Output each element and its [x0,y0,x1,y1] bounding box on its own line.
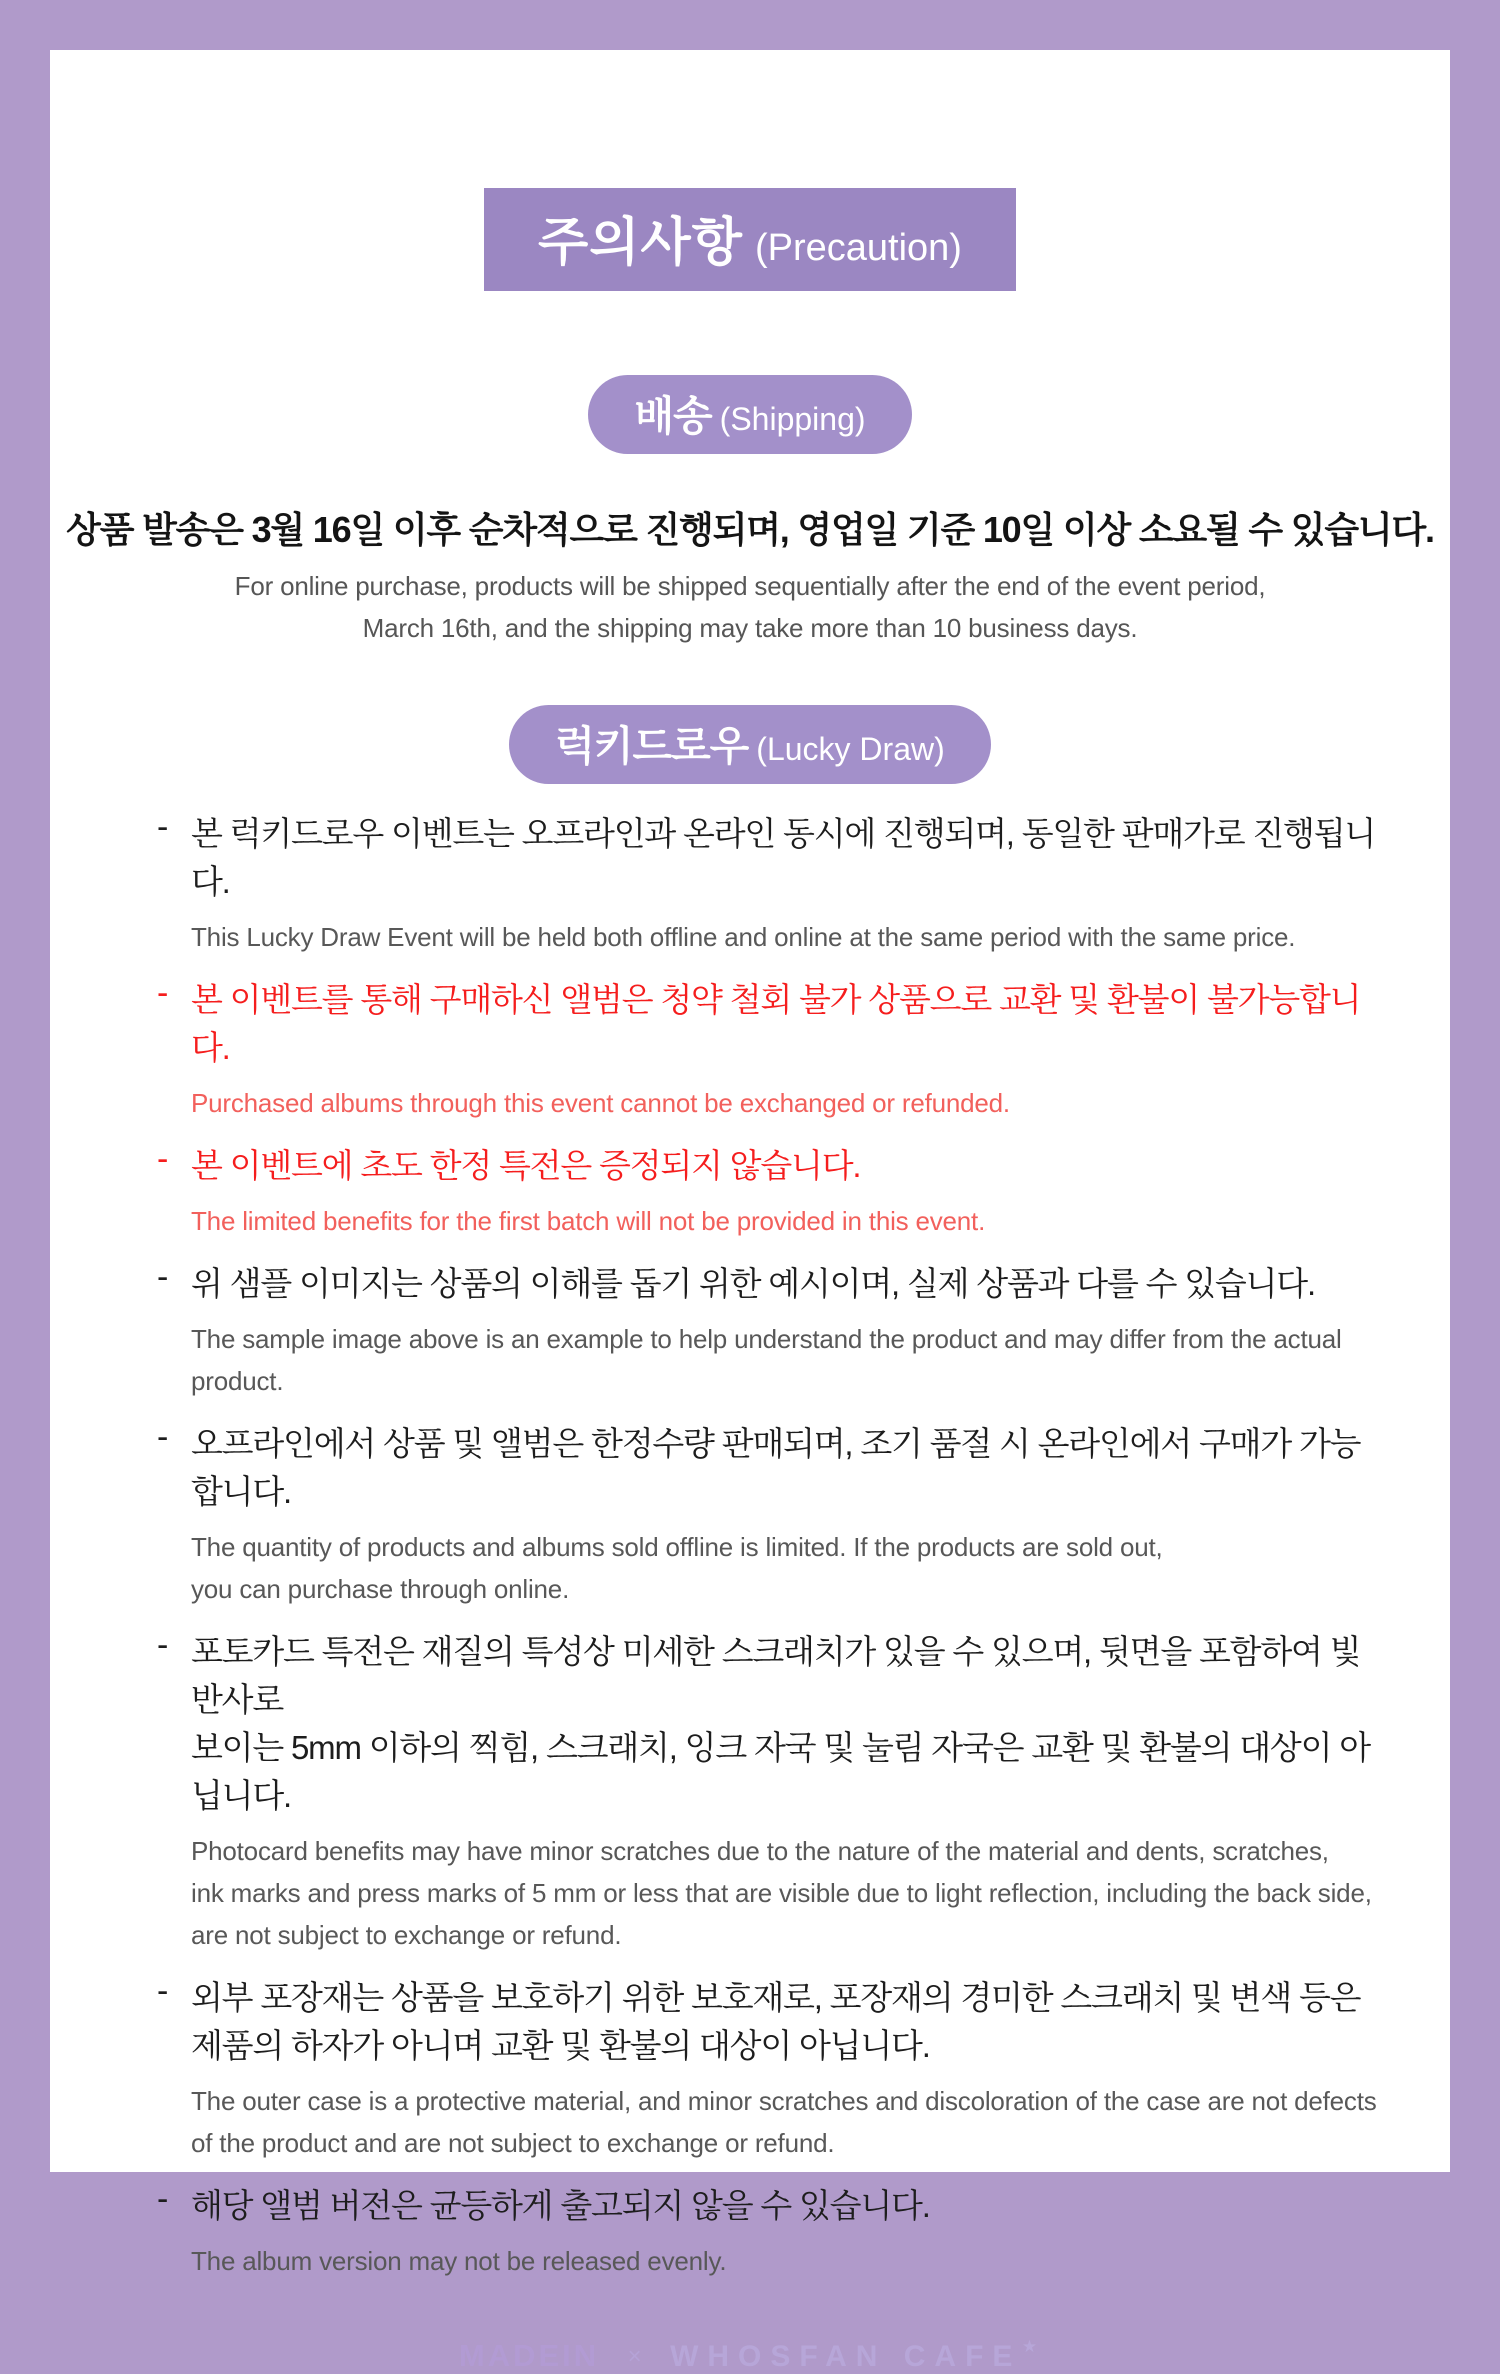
list-item-outer-case [157,1974,1390,2164]
list-item-no-refund [157,976,1390,1124]
item-english-line: The sample image above is an example to help understand the product and may differ from the actual [191,1324,1342,1355]
item-english-line: product. [191,1366,284,1397]
bullet-dash: - [157,974,169,1013]
title-korean: 주의사항 [538,214,743,272]
item-korean-line: 해당 앨범 버전은 균등하게 출고되지 않을 수 있습니다. [191,2187,930,2225]
shipping-english-line: For online purchase, products will be shipped sequentially after the end of the event period, [234,571,1266,601]
list-item-limited-quantity [157,1420,1390,1610]
bullet-dash: - [157,1626,169,1665]
item-english-line: are not subject to exchange or refund. [191,1920,622,1951]
item-english-line: This Lucky Draw Event will be held both offline and online at the same period with the same price. [191,922,1296,953]
shipping-notice-english [50,565,1450,649]
shipping-notice-korean: 상품 발송은 3월 16일 이후 순차적으로 진행되며, 영업일 기준 10일 이상 소요될 수 있습니다. [66,509,1434,550]
item-korean-line: 외부 포장재는 상품을 보호하기 위한 보호재로, 포장재의 경미한 스크래치 및 변색 등은 [191,1979,1361,2017]
precaution-title-banner [484,188,1016,291]
lucky-draw-pill-korean: 럭키드로우 [555,723,749,770]
item-english-line: you can purchase through online. [191,1574,570,1605]
item-korean-line: 본 럭키드로우 이벤트는 오프라인과 온라인 동시에 진행되며, 동일한 판매가로 진행됩니다. [191,815,1376,901]
item-english-line: The limited benefits for the first batch will not be provided in this event. [191,1206,986,1237]
item-english-line: Photocard benefits may have minor scratches due to the nature of the material and dents, scratches, [191,1836,1329,1867]
collab-x-icon: × [627,2343,642,2371]
bullet-dash: - [157,1140,169,1179]
lucky-draw-pill-english: (Lucky Draw) [756,731,945,768]
item-english-line: The album version may not be released evenly. [191,2246,727,2277]
item-korean-line: 포토카드 특전은 재질의 특성상 미세한 스크래치가 있을 수 있으며, 뒷면을 포함하여 빛 반사로 [191,1633,1361,1719]
list-item-sample-image [157,1260,1390,1402]
bullet-dash: - [157,1258,169,1297]
item-korean-line: 위 샘플 이미지는 상품의 이해를 돕기 위한 예시이며, 실제 상품과 다를 수 있습니다. [191,1265,1315,1303]
whosfan-cafe-logo: WHOSFAN CAFE [670,2340,1022,2374]
bullet-dash: - [157,1972,169,2011]
lucky-draw-section-pill [509,705,991,784]
bullet-dash: - [157,1418,169,1457]
shipping-pill-english: (Shipping) [719,401,866,437]
list-item-photocard-scratches [157,1628,1390,1956]
item-english-line: ink marks and press marks of 5 mm or less that are visible due to light reflection, including the back side, [191,1878,1372,1909]
item-korean-line: 보이는 5mm 이하의 찍힘, 스크래치, 잉크 자국 및 눌림 자국은 교환 및 환불의 대상이 아닙니다. [191,1729,1370,1815]
shipping-pill-korean: 배송 [634,393,712,439]
item-english-line: The outer case is a protective material, and minor scratches and discoloration of the case are not defects [191,2086,1377,2117]
bullet-dash: - [157,2180,169,2219]
item-english-line: of the product and are not subject to exchange or refund. [191,2128,835,2159]
title-english: (Precaution) [754,227,962,269]
brand-lockup [50,2338,1450,2374]
list-item-album-version [157,2182,1390,2282]
star-icon: ★ [1021,2337,1038,2357]
item-korean-line: 본 이벤트에 초도 한정 특전은 증정되지 않습니다. [191,1147,861,1185]
item-korean-line: 제품의 하자가 아니며 교환 및 환불의 대상이 아닙니다. [191,2027,930,2065]
list-item-no-first-batch-benefit [157,1142,1390,1242]
item-korean-line: 본 이벤트를 통해 구매하신 앨범은 청약 철회 불가 상품으로 교환 및 환불이 불가능합니다. [191,981,1361,1067]
item-korean-line: 오프라인에서 상품 및 앨범은 한정수량 판매되며, 조기 품절 시 온라인에서 구매가 가능합니다. [191,1425,1361,1511]
bullet-dash: - [157,808,169,847]
notice-page [50,50,1450,2374]
item-english-line: The quantity of products and albums sold offline is limited. If the products are sold out, [191,1532,1163,1563]
list-item-same-price [157,810,1390,958]
madein-logo: MADEIN [458,2338,600,2374]
item-english-line: Purchased albums through this event cannot be exchanged or refunded. [191,1088,1010,1119]
shipping-english-line: March 16th, and the shipping may take more than 10 business days. [362,613,1138,644]
precaution-list [157,810,1390,2282]
shipping-section-pill [588,375,911,454]
